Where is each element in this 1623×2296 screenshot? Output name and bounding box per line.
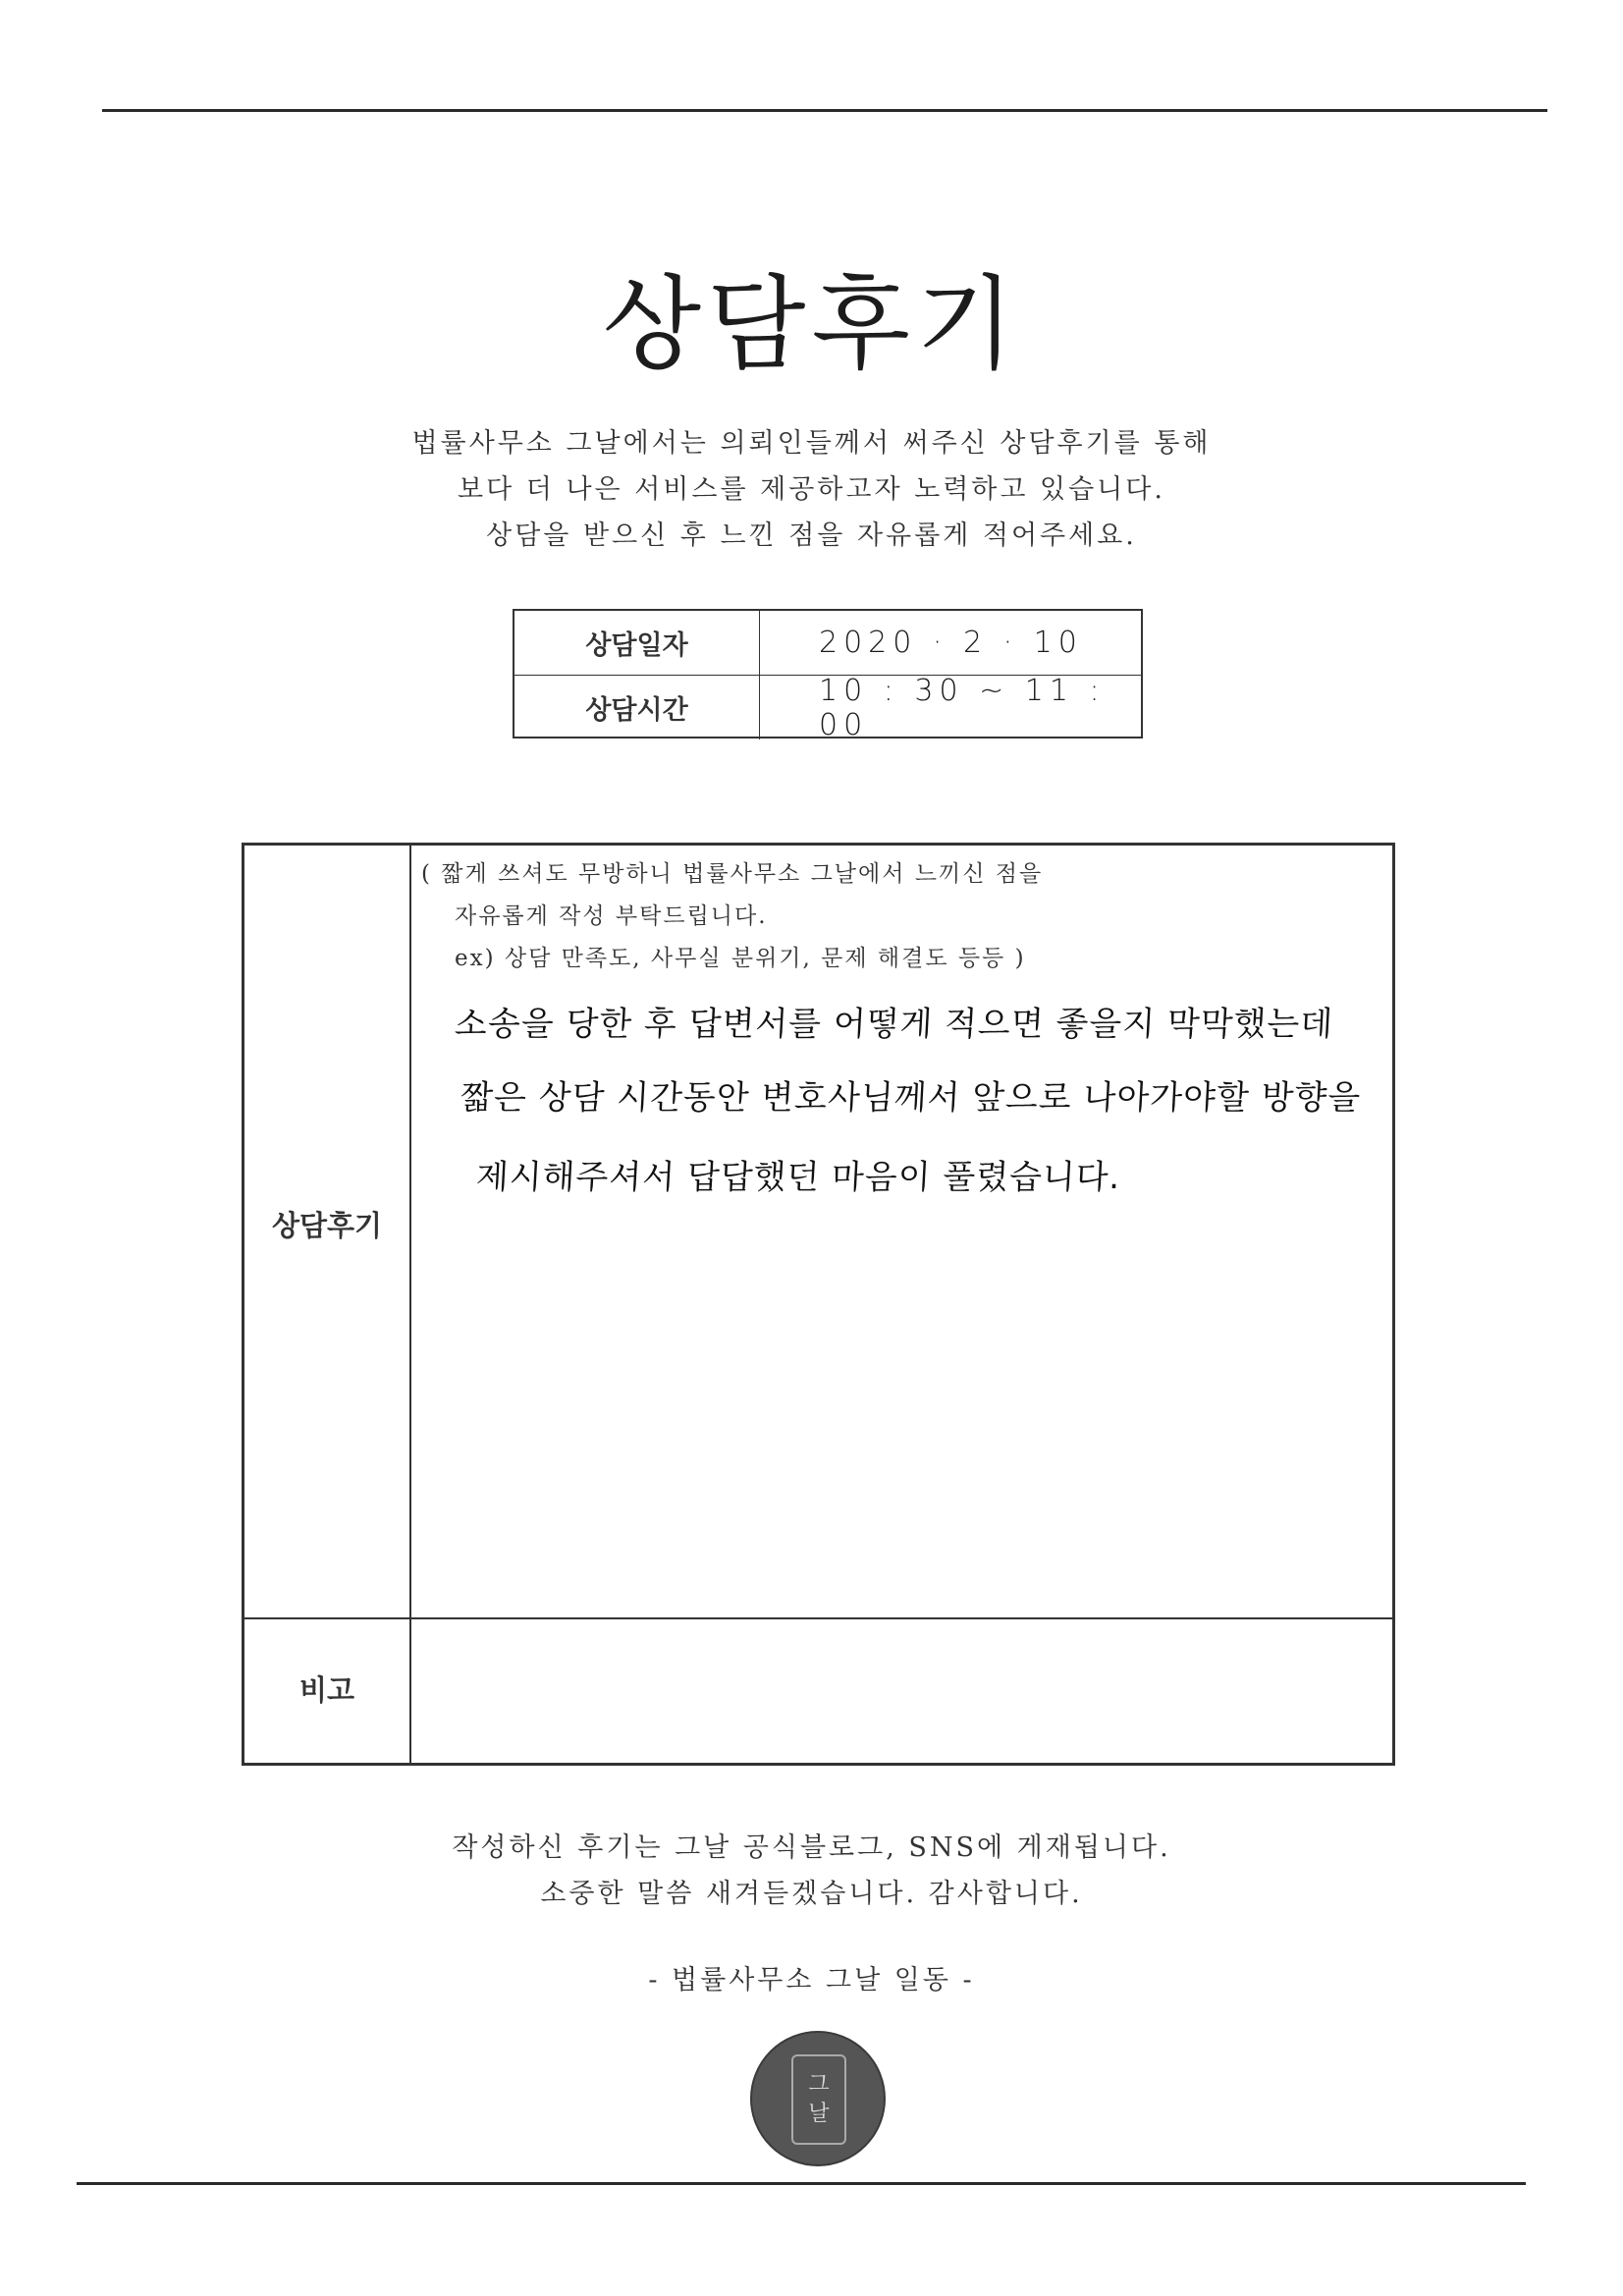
review-label: 상담후기: [271, 1209, 383, 1242]
intro-line: 상담을 받으신 후 느낀 점을 자유롭게 적어주세요.: [486, 520, 1137, 551]
intro-text: [0, 420, 1623, 559]
footer-line: 작성하신 후기는 그날 공식블로그, SNS에 게재됩니다.: [452, 1832, 1171, 1863]
seal-text: 그: [808, 2072, 830, 2097]
handwritten-review: [445, 988, 1367, 1215]
table-divider: [244, 1617, 1392, 1619]
footer-text: [0, 1825, 1623, 1917]
consult-date-label: 상담일자: [514, 611, 760, 675]
footer-line: 소중한 말씀 새겨듣겠습니다. 감사합니다.: [540, 1879, 1083, 1909]
top-rule: [102, 109, 1547, 112]
instruction-line: ex) 상담 만족도, 사무실 분위기, 문제 해결도 등등 ): [455, 946, 1026, 971]
consult-time-label: 상담시간: [514, 676, 760, 739]
handwritten-line: 소송을 당한 후 답변서를 어떻게 적으면 좋을지 막막했는데: [454, 1005, 1335, 1044]
consult-info-table: [513, 609, 1143, 742]
table-divider: [409, 846, 411, 1763]
page-title: 상담후기: [602, 264, 1021, 384]
note-label: 비고: [298, 1673, 355, 1707]
bottom-rule: [77, 2182, 1526, 2185]
handwritten-line: 제시해주셔서 답답했던 마음이 풀렸습니다.: [474, 1158, 1122, 1197]
intro-line: 보다 더 나은 서비스를 제공하고자 노력하고 있습니다.: [458, 474, 1165, 505]
intro-line: 법률사무소 그날에서는 의뢰인들께서 써주신 상담후기를 통해: [411, 428, 1212, 459]
seal-inner: [791, 2054, 846, 2145]
consult-time-row: [514, 673, 1141, 742]
instruction-line: 자유롭게 작성 부탁드립니다.: [455, 903, 768, 929]
seal-text: 날: [808, 2102, 830, 2126]
handwritten-line: 짧은 상담 시간동안 변호사님께서 앞으로 나아가야할 방향을: [460, 1078, 1363, 1118]
signoff: - 법률사무소 그날 일동 -: [648, 1965, 975, 1995]
seal-stamp: [750, 2031, 886, 2166]
review-table: [242, 843, 1395, 1766]
consult-date-value: 2020 · 2 · 10: [819, 626, 1083, 660]
instruction-line: ( 짧게 쓰셔도 무방하니 법률사무소 그날에서 느끼신 점을: [421, 861, 1044, 887]
review-instructions: [421, 853, 1043, 980]
consult-time-value: 10 : 30 ~ 11 : 00: [819, 673, 1106, 742]
consult-date-row: [514, 611, 1141, 676]
